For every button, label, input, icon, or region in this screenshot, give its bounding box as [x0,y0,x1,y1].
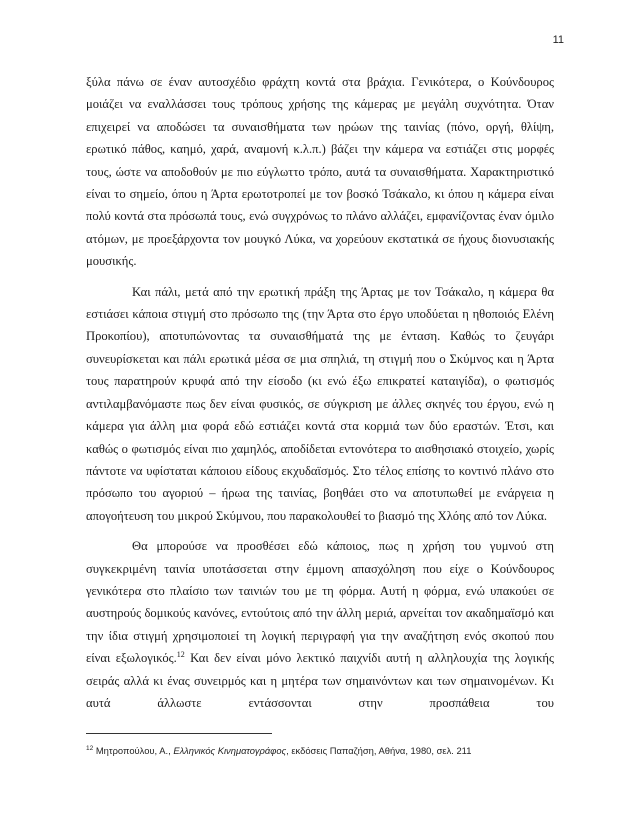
footnote-publication: , εκδόσεις Παπαζήση, Αθήνα, 1980, σελ. 211 [286,745,472,756]
footnote-separator [86,733,272,734]
paragraph-1: ξύλα πάνω σε έναν αυτοσχέδιο φράχτη κοντά στα βράχια. Γενικότερα, ο Κούνδουρος μοιάζει να εναλλάσσει τους τρόπους χρήσης της κάμερας με μεγάλη συχνότητα. Όταν επιχειρεί να αποδώσει τα συναισθήματα των ηρώων της ταινίας (πόνο, οργή, θλίψη, ερωτικό πάθος, καημό, χαρά, αναμονή κ.λ.π.) βάζει την κάμερα να εστιάζει στις μορφές τους, ώστε να αποδοθούν με πιο εύγλωττο τρόπο, αυτά τα συναισθήματα. Χαρακτηριστικό είναι το σημείο, όπου η Άρτα ερωτοτροπεί με τον βοσκό Τσάκαλο, κι όπου η κάμερα είναι πολύ κοντά στα πρόσωπά τους, ενώ συγχρόνως το πλάνο αλλάζει, εμφανίζοντας έναν όμιλο ατόμων, με προεξάρχοντα τον μουγκό Λύκα, να χορεύουν εκστατικά σε ήχους διονυσιακής μουσικής. [86,75,554,269]
footnote-author: Μητροπούλου, Α., [93,745,174,756]
footnote-number: 12 [86,744,94,752]
paragraph-3 [86,535,554,714]
paragraph-3-text-a: Θα μπορούσε να προσθέσει εδώ κάποιος, πως η χρήση του γυμνού στη συγκεκριμένη ταινία υποτάσσεται στην έμμονη απασχόληση που είχε ο Κούνδουρος γενικότερα στο πλαίσιο των ταινιών του με τη φόρμα. Αυτή η φόρμα, ενώ υπακούει σε αυστηρούς δομικούς κανόνες, εντούτοις από την άλλη μεριά, αρνείται τον ακαδημαϊσμό και την ίδια στιγμή χρησιμοποιεί τη λογική περιγραφή για την αναζήτηση ενός σκοπού που είναι εξωλογικός. [86,539,554,666]
footnote-title: Ελληνικός Κινηματογράφος [173,745,287,756]
paragraph-3-text-b: Και δεν είναι μόνο λεκτικό παιχνίδι αυτή η αλληλουχία της λογικής σειράς αλλά κι ένας συνειρμός και η μητέρα των σημαινόντων και των σημαινομένων. Κι αυτά άλλωστε εντάσσονται στην προσπάθεια του [86,651,554,710]
body-text [86,71,554,714]
page-number: 11 [552,34,564,46]
paragraph-2: Και πάλι, μετά από την ερωτική πράξη της Άρτας με τον Τσάκαλο, η κάμερα θα εστιάσει κάποια στιγμή στο πρόσωπο της (την Άρτα στο έργο υποδύεται η ηθοποιός Ελένη Προκοπίου), αποτυπώνοντας τα συναισθήματά της με ένταση. Καθώς το ζευγάρι συνευρίσκεται και πάλι ερωτικά μέσα σε μια σπηλιά, τη στιγμή που ο Σκύμνος και η Άρτα τους παρατηρούν κρυφά από την είσοδο (κι ενώ έξω επικρατεί καταιγίδα), ο φωτισμός αντιλαμβανόμαστε πως δεν είναι φυσικός, σε σύγκριση με άλλες σκηνές του έργου, ενώ η κάμερα για άλλη μια φορά εδώ εστιάζει κοντά στα κορμιά των δύο εραστών. Έτσι, και καθώς ο φωτισμός είναι πιο χαμηλός, αποδίδεται εντονότερα το αισθησιακό στοιχείο, χωρίς πάντοτε να υφίσταται κάποιου είδους εκχυδαϊσμός. Στο τέλος επίσης το κοντινό πλάνο στο πρόσωπο του αγοριού – ήρωα της ταινίας, βοηθάει στο να αποτυπωθεί με ενάργεια η απογοήτευση του μικρού Σκύμνου, που παρακολουθεί το βιασμό της Χλόης από τον Λύκα. [86,284,554,523]
footnote [86,745,556,756]
footnote-reference[interactable]: 12 [176,649,185,659]
